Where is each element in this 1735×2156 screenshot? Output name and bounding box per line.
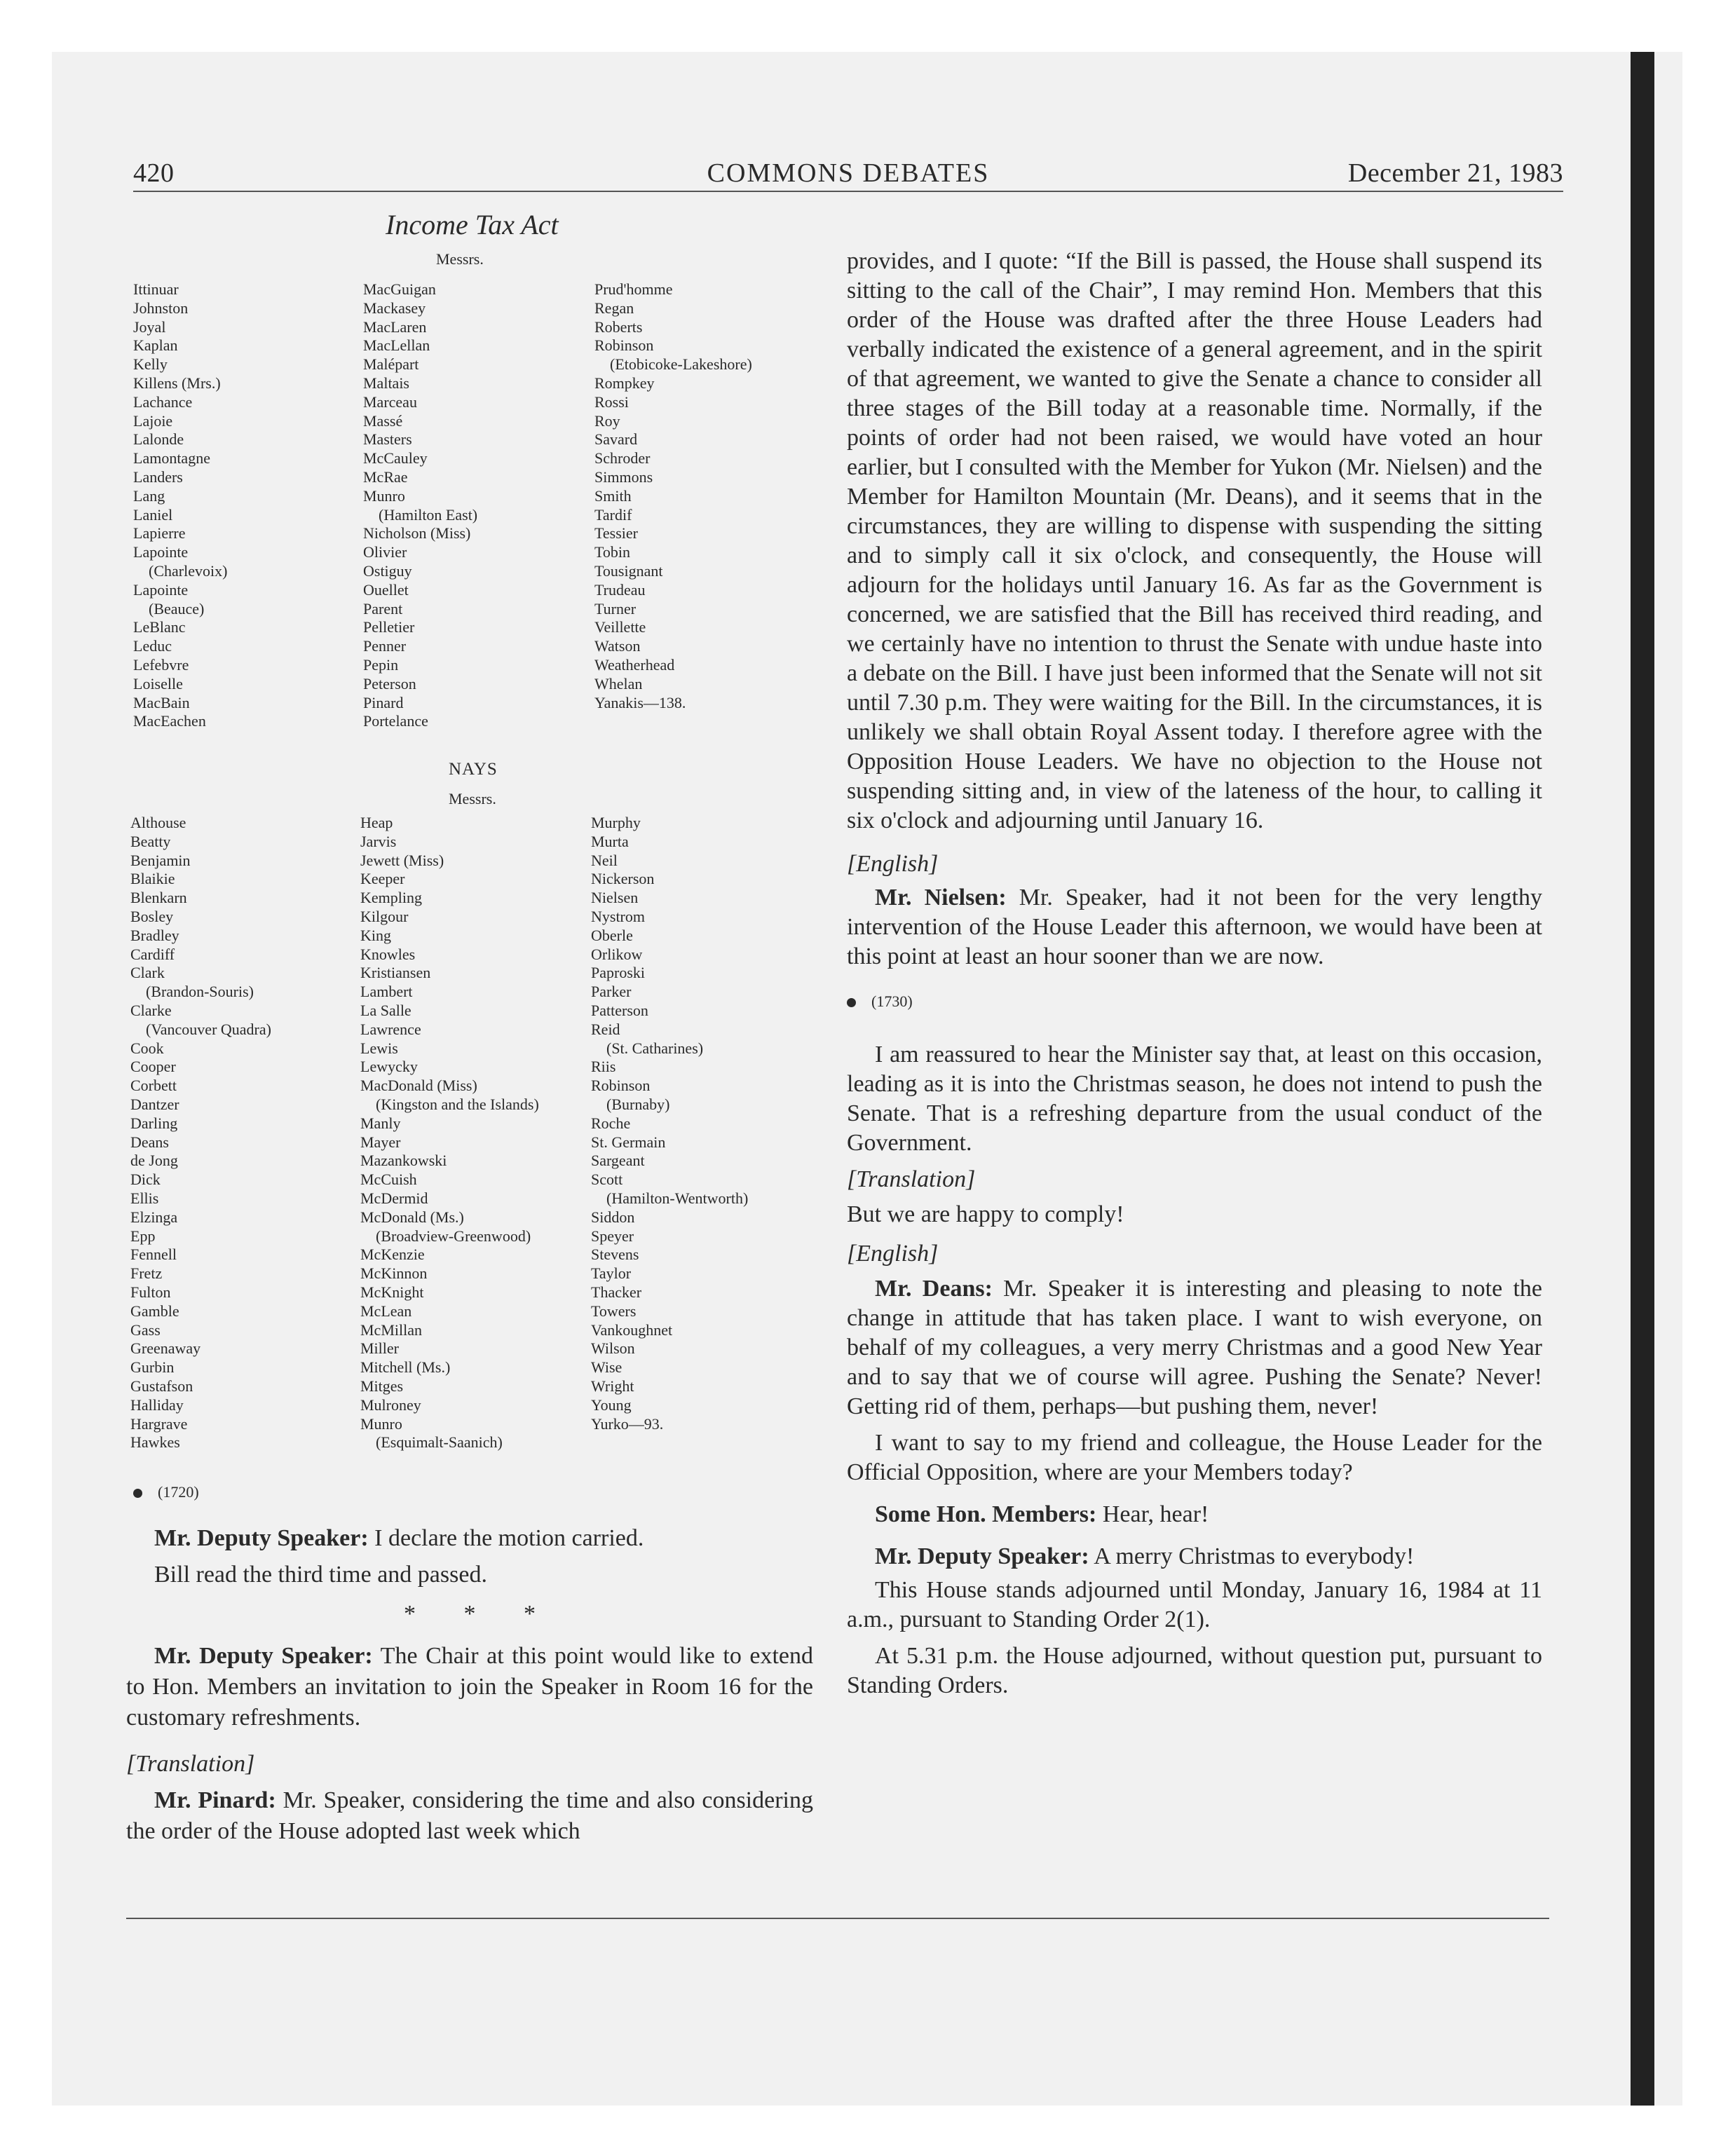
member-name: Dantzer [130, 1095, 179, 1113]
deans-speech: Mr. Deans: Mr. Speaker it is interesting and pleasing to note the change in attitude that has taken place. I want to wish everyone, on behalf of my colleagues, a very merry Christmas and a good New Year and to say that we of course will agree. Pushing the Senate? Never! Getting rid of them, perhaps—but pushing them, never! [847, 1276, 1542, 1419]
member-name: Loiselle [133, 674, 183, 692]
member-name: Towers [591, 1302, 637, 1320]
member-name: Manly [360, 1114, 401, 1132]
member-name: Nystrom [591, 907, 645, 925]
translation-marker: [Translation] [847, 1166, 976, 1192]
member-name: Benjamin [130, 851, 191, 869]
member-name: (Brandon-Souris) [146, 983, 254, 1001]
member-name: Beatty [130, 832, 171, 850]
member-name: (Esquimalt-Saanich) [376, 1433, 503, 1452]
member-name: Tardif [594, 505, 632, 524]
member-name: Pelletier [363, 618, 415, 636]
member-name: Schroder [594, 449, 651, 468]
member-name: Cardiff [130, 945, 175, 963]
member-name: de Jong [130, 1152, 178, 1170]
member-name: Parent [363, 599, 403, 618]
member-name: Lachance [133, 393, 193, 411]
member-name: Smith [594, 486, 632, 505]
member-name: McLean [360, 1302, 412, 1320]
member-name: (Beauce) [149, 599, 205, 618]
yeas-column-3 [594, 280, 833, 712]
member-name: Massé [363, 411, 403, 430]
member-name: Roy [594, 411, 620, 430]
member-name: Lang [133, 486, 165, 505]
page-number: 420 [133, 158, 175, 188]
yeas-messrs-label: Messrs. [436, 250, 484, 268]
member-name: McKnight [360, 1283, 424, 1301]
member-name: Lambert [360, 983, 413, 1001]
nays-label: NAYS [449, 760, 498, 779]
member-name: Roche [591, 1114, 631, 1132]
member-name: Watson [594, 637, 641, 655]
member-name: Wise [591, 1358, 622, 1377]
member-name: Lamontagne [133, 449, 210, 468]
comply-line: But we are happy to comply! [847, 1201, 1124, 1227]
member-name: Gass [130, 1321, 161, 1339]
member-name: Hargrave [130, 1414, 188, 1433]
footer-rule [126, 1918, 1549, 1919]
member-name: Clarke [130, 1001, 172, 1019]
member-name: Munro [360, 1414, 402, 1433]
member-name: Stevens [591, 1246, 639, 1264]
right-column-text [847, 247, 1542, 1700]
member-name: (Broadview-Greenwood) [376, 1227, 531, 1245]
member-name: Mayer [360, 1133, 401, 1151]
member-name: Ouellet [363, 580, 409, 599]
member-name: Robinson [594, 336, 654, 355]
member-name: Fennell [130, 1246, 177, 1264]
member-name: Olivier [363, 543, 407, 561]
member-name: LeBlanc [133, 618, 186, 636]
member-name: Heap [360, 814, 393, 831]
member-name: Pepin [363, 655, 399, 674]
english-marker-2: [English] [847, 1241, 939, 1267]
member-name: (Vancouver Quadra) [146, 1020, 271, 1038]
member-name: Munro [363, 486, 405, 505]
merry-christmas: Mr. Deputy Speaker: A merry Christmas to everybody! [875, 1543, 1415, 1569]
left-column-text [126, 1523, 813, 1847]
member-name: MacLellan [363, 336, 430, 355]
member-name: Portelance [363, 712, 428, 730]
nielsen-speech: Mr. Nielsen: Mr. Speaker, had it not been for the very lengthy intervention of the House Leader this afternoon, we would have been at this point at least an hour sooner than we are now. [847, 885, 1542, 969]
member-name: Mitchell (Ms.) [360, 1358, 451, 1377]
member-name: (Burnaby) [606, 1095, 670, 1113]
member-name: Fulton [130, 1283, 171, 1301]
member-name: MacBain [133, 693, 190, 711]
member-name: McRae [363, 468, 408, 486]
member-name: Halliday [130, 1396, 184, 1414]
header-rule [133, 191, 1563, 192]
member-name: Reid [591, 1020, 620, 1038]
member-name: Lawrence [360, 1020, 421, 1038]
member-name: Lapointe [133, 580, 189, 599]
member-name: Mitges [360, 1377, 404, 1395]
member-name: Nickerson [591, 870, 655, 888]
member-name: Trudeau [594, 580, 646, 599]
member-name: MacEachen [133, 712, 206, 730]
bill-passed: Bill read the third time and passed. [154, 1562, 487, 1588]
member-name: Riis [591, 1058, 616, 1076]
member-name: Laniel [133, 505, 173, 524]
member-name: Bradley [130, 926, 179, 944]
member-name: Oberle [591, 926, 633, 944]
member-name: Lewis [360, 1039, 398, 1057]
member-name: Masters [363, 430, 412, 449]
nays-column-2 [360, 814, 599, 1452]
division-title: Income Tax Act [386, 209, 559, 240]
english-marker-1: [English] [847, 851, 939, 877]
page-date: December 21, 1983 [1347, 158, 1563, 188]
member-name: Parker [591, 983, 632, 1001]
hear-hear: Some Hon. Members: Hear, hear! [875, 1501, 1209, 1527]
member-name: Rossi [594, 393, 629, 411]
member-name: Yanakis—138. [594, 693, 686, 711]
member-name: MacLaren [363, 318, 427, 336]
member-name: (Etobicoke-Lakeshore) [610, 355, 752, 374]
member-name: Neil [591, 851, 618, 869]
member-name: Patterson [591, 1001, 648, 1019]
member-name: McMillan [360, 1321, 422, 1339]
member-name: Johnston [133, 299, 189, 317]
yeas-column-1 [133, 280, 372, 731]
member-name: La Salle [360, 1001, 411, 1019]
member-name: Corbett [130, 1077, 177, 1095]
member-name: Veillette [594, 618, 646, 636]
member-name: Killens (Mrs.) [133, 374, 221, 392]
member-name: Ellis [130, 1189, 159, 1207]
member-name: Epp [130, 1227, 156, 1245]
member-name: Althouse [130, 814, 186, 831]
member-name: Tessier [594, 524, 638, 543]
nielsen-continued: I am reassured to hear the Minister say that, at least on this occasion, leading as it is into the Christmas season, he does not intend to push the Senate. That is a refreshing departure from the usual conduct of the Government. [847, 1042, 1542, 1156]
member-name: Blenkarn [130, 889, 187, 907]
member-name: Deans [130, 1133, 169, 1151]
member-name: Savard [594, 430, 638, 449]
member-name: Siddon [591, 1208, 635, 1226]
member-name: Simmons [594, 468, 653, 486]
page-header [133, 158, 1563, 191]
member-name: McDonald (Ms.) [360, 1208, 464, 1226]
member-name: (St. Catharines) [606, 1039, 704, 1057]
member-name: Kelly [133, 355, 168, 374]
member-name: Lapierre [133, 524, 186, 543]
bullet-icon [847, 998, 856, 1007]
member-name: Lajoie [133, 411, 173, 430]
member-name: Miller [360, 1339, 399, 1358]
member-name: Roberts [594, 318, 643, 336]
member-name: MacDonald (Miss) [360, 1077, 477, 1095]
member-name: McCauley [363, 449, 428, 468]
section-separator: * * * [404, 1601, 557, 1627]
member-name: Murphy [591, 814, 641, 831]
nays-column-1 [130, 814, 369, 1452]
nays-messrs-label: Messrs. [449, 790, 496, 807]
member-name: Jewett (Miss) [360, 851, 444, 869]
member-name: Murta [591, 832, 629, 850]
member-name: King [360, 926, 391, 944]
member-name: (Kingston and the Islands) [376, 1095, 539, 1113]
member-name: Wright [591, 1377, 634, 1395]
member-name: Darling [130, 1114, 178, 1132]
member-name: Elzinga [130, 1208, 178, 1226]
member-name: St. Germain [591, 1133, 666, 1151]
member-name: Tousignant [594, 561, 663, 580]
member-name: McCuish [360, 1171, 417, 1189]
member-name: Sargeant [591, 1152, 645, 1170]
member-name: Orlikow [591, 945, 643, 963]
member-name: Leduc [133, 637, 172, 655]
member-name: Kristiansen [360, 964, 431, 982]
member-name: Marceau [363, 393, 417, 411]
member-name: Knowles [360, 945, 416, 963]
member-name: Whelan [594, 674, 643, 692]
member-name: Speyer [591, 1227, 634, 1245]
member-name: (Charlevoix) [149, 561, 228, 580]
member-name: Ittinuar [133, 280, 179, 298]
member-name: Vankoughnet [591, 1321, 673, 1339]
publication-title: COMMONS DEBATES [707, 158, 990, 188]
member-name: Jarvis [360, 832, 397, 850]
member-name: Cooper [130, 1058, 176, 1076]
member-name: Lewycky [360, 1058, 418, 1076]
member-name: Greenaway [130, 1339, 201, 1358]
timestamp-1720: (1720) [133, 1483, 199, 1501]
member-name: Clark [130, 964, 165, 982]
pinard-continued: provides, and I quote: “If the Bill is passed, the House shall suspend its sitting to the call of the Chair”, I may remind Hon. Members that this order of the House was drafted after the three House Leaders had verbally indicated the existence of a general agreement, and in the spirit of that agreement, we wanted to give the Senate a chance to consider all three stages of the Bill today at a reasonable time. Normally, if the points of order had not been raised, we would have voted an hour earlier, but I consulted with the Member for Yukon (Mr. Nielsen) and the Member for Hamilton Mountain (Mr. Deans), and it seems that in the circumstances, they are willing to dispense with suspending the sitting and to simply call it six o'clock, and consequently, the House will adjourn for the holidays until January 16. As far as the Government is concerned, we are satisfied that the Bill has received third reading, and we certainly have no intention to thrust the Senate with undue haste into a debate on the Bill. I have just been informed that the Senate will not sit until 7.30 p.m. They were waiting for the Bill. In the circumstances, it is unlikely we shall obtain Royal Assent today. I therefore agree with the Opposition House Leaders. We have no objection to the House not suspending sitting and, in view of the lateness of the hour, to calling it six o'clock and adjourning until January 16. [847, 248, 1542, 833]
adjournment-time: At 5.31 p.m. the House adjourned, without question put, pursuant to Standing Orders. [847, 1643, 1542, 1698]
member-name: (Hamilton East) [379, 505, 478, 524]
deputy-speaker-motion: Mr. Deputy Speaker: I declare the motion carried. [154, 1525, 644, 1551]
member-name: Keeper [360, 870, 405, 888]
member-name: Ostiguy [363, 561, 412, 580]
member-name: Dick [130, 1171, 161, 1189]
member-name: Nielsen [591, 889, 639, 907]
member-name: Gurbin [130, 1358, 175, 1377]
member-name: Tobin [594, 543, 631, 561]
member-name: Lefebvre [133, 655, 189, 674]
member-name: Robinson [591, 1077, 651, 1095]
member-name: Prud'homme [594, 280, 673, 298]
member-name: Fretz [130, 1264, 163, 1283]
member-name: McKinnon [360, 1264, 428, 1283]
member-name: Mazankowski [360, 1152, 447, 1170]
member-name: Turner [594, 599, 637, 618]
member-name: Weatherhead [594, 655, 675, 674]
member-name: Kaplan [133, 336, 178, 355]
member-name: McKenzie [360, 1246, 425, 1264]
member-name: Gustafson [130, 1377, 193, 1395]
timestamp-1730: (1730) [847, 987, 1542, 1016]
member-name: Lapointe [133, 543, 189, 561]
member-name: Kilgour [360, 907, 409, 925]
member-name: Cook [130, 1039, 164, 1057]
deans-question: I want to say to my friend and colleague, the House Leader for the Official Opposition, where are your Members today? [847, 1430, 1542, 1485]
member-name: MacGuigan [363, 280, 436, 298]
member-name: Mackasey [363, 299, 426, 317]
member-name: Peterson [363, 674, 416, 692]
bullet-icon [133, 1489, 142, 1498]
member-name: McDermid [360, 1189, 428, 1207]
member-name: Taylor [591, 1264, 632, 1283]
member-name: Landers [133, 468, 183, 486]
member-name: Scott [591, 1171, 623, 1189]
deputy-speaker-invitation: Mr. Deputy Speaker: The Chair at this point would like to extend to Hon. Members an invitation to join the Speaker in Room 16 for the customary refreshments. [126, 1643, 813, 1731]
scan-edge-bar [1631, 52, 1654, 2106]
member-name: Bosley [130, 907, 174, 925]
member-name: Lalonde [133, 430, 184, 449]
member-name: Yurko—93. [591, 1414, 664, 1433]
member-name: Joyal [133, 318, 166, 336]
member-name: Rompkey [594, 374, 655, 392]
member-name: Gamble [130, 1302, 179, 1320]
translation-marker: [Translation] [126, 1751, 255, 1777]
member-name: Penner [363, 637, 407, 655]
member-name: Malépart [363, 355, 419, 374]
member-name: Paproski [591, 964, 645, 982]
member-name: Mulroney [360, 1396, 421, 1414]
pinard-speech: Mr. Pinard: Mr. Speaker, considering the time and also considering the order of the House adopted last week which [126, 1787, 813, 1844]
member-name: Blaikie [130, 870, 175, 888]
yeas-column-2 [363, 280, 601, 731]
member-name: Young [591, 1396, 632, 1414]
nays-column-3 [591, 814, 829, 1433]
member-name: Hawkes [130, 1433, 180, 1452]
member-name: Regan [594, 299, 634, 317]
member-name: Nicholson (Miss) [363, 524, 471, 543]
member-name: Pinard [363, 693, 404, 711]
adjournment-notice: This House stands adjourned until Monday, January 16, 1984 at 11 a.m., pursuant to Standing Order 2(1). [847, 1577, 1542, 1632]
member-name: Thacker [591, 1283, 642, 1301]
member-name: (Hamilton-Wentworth) [606, 1189, 749, 1207]
member-name: Wilson [591, 1339, 635, 1358]
member-name: Kempling [360, 889, 422, 907]
member-name: Maltais [363, 374, 409, 392]
